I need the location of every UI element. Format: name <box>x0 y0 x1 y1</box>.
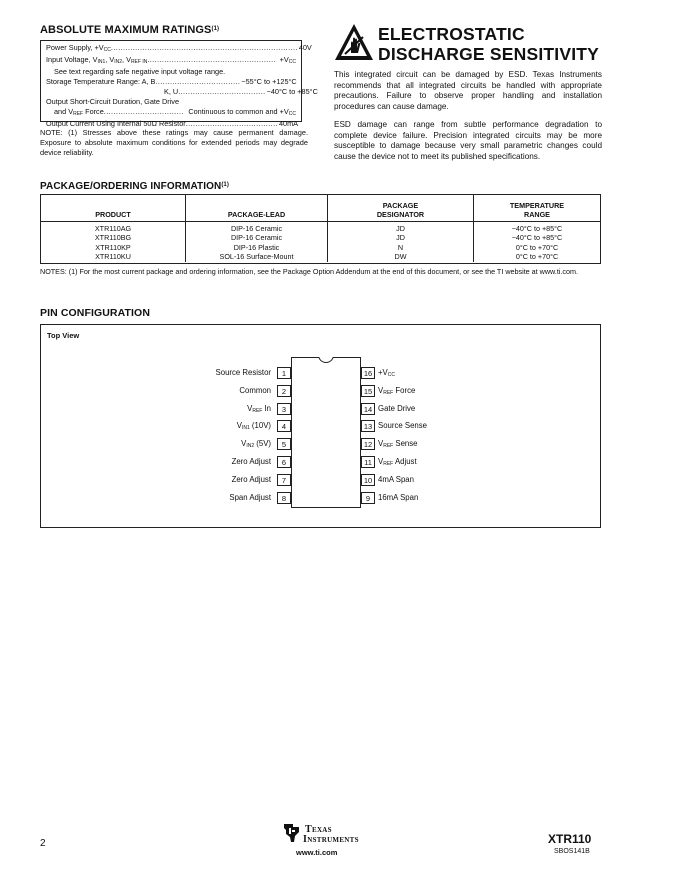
col-package-designator: PACKAGE DESIGNATOR <box>328 195 474 221</box>
pin-label: 4mA Span <box>378 474 414 484</box>
abs-max-note: NOTE: (1) Stresses above these ratings may cause permanent damage. Exposure to absolute maximum conditions for extended periods may degrade device reliability. <box>40 128 308 157</box>
pin-label: Source Sense <box>378 421 427 431</box>
ti-logo-text: Texas Instruments <box>303 824 359 845</box>
abs-row-short-circuit: Output Short-Circuit Duration, Gate Drive <box>46 97 180 106</box>
texas-instruments-logo-icon <box>282 822 302 844</box>
pin-label: Span Adjust <box>229 492 271 502</box>
ordering-table <box>41 195 600 262</box>
pin-label: $+V_{CC}$ <box>378 368 395 378</box>
ordering-table-box <box>40 194 601 264</box>
ic-body <box>291 357 361 508</box>
pin-number: 7 <box>277 474 291 486</box>
pin-number: 12 <box>361 438 375 450</box>
table-row: XTR110AG DIP-16 Ceramic JD −40°C to +85°C <box>41 221 600 233</box>
pin-number: 14 <box>361 403 375 415</box>
abs-row-storage-ab: Storage Temperature Range: A, B ................................... −55°C to +125°C <box>46 77 297 86</box>
pin-label: $V_{IN1}$ (10V) <box>236 421 271 432</box>
part-number: XTR110 <box>548 832 592 846</box>
pin-label: $V_{REF}$ Adjust <box>378 457 417 467</box>
pin-number: 9 <box>361 492 375 504</box>
abs-row-vref-force: and $V_{REF}$ Force ................................. Continuous to common and $+V_{CC}$ <box>54 107 296 117</box>
abs-row-note: See text regarding safe negative input voltage range. <box>54 67 226 76</box>
pin-number: 3 <box>277 403 291 415</box>
table-row: XTR110KU SOL-16 Surface-Mount DW 0°C to +70°C <box>41 252 600 262</box>
pin-label: 16mA Span <box>378 492 419 502</box>
pin-config-title: PIN CONFIGURATION <box>40 307 151 319</box>
pin-number: 11 <box>361 456 375 468</box>
col-product: PRODUCT <box>41 195 186 221</box>
pin-label: Source Resistor <box>215 368 271 377</box>
abs-row-output-current: Output Current Using Internal 50Ω Resistor ...................................... 40mA <box>46 119 299 128</box>
esd-warning-icon <box>334 23 374 63</box>
ordering-title: PACKAGE/ORDERING INFORMATION$^{(1)}$ <box>40 181 229 192</box>
ti-website: www.ti.com <box>296 848 338 857</box>
col-package-lead: PACKAGE-LEAD <box>186 195 328 221</box>
ordering-notes: NOTES: (1) For the most current package and ordering information, see the Package Option Addendum at the end of this document, or see the TI website at www.ti.com. <box>40 267 579 276</box>
pin-number: 5 <box>277 438 291 450</box>
pin-label: $V_{REF}$ In <box>247 403 271 414</box>
pin-label: Zero Adjust <box>231 474 271 484</box>
abs-max-title: ABSOLUTE MAXIMUM RATINGS$^{(1)}$ <box>40 24 220 36</box>
pin-label: Gate Drive <box>378 403 416 413</box>
pin-number: 4 <box>277 420 291 432</box>
pin-number: 8 <box>277 492 291 504</box>
table-row: XTR110KP DIP-16 Plastic N 0°C to +70°C <box>41 243 600 253</box>
col-temperature-range: TEMPERATURE RANGE <box>474 195 601 221</box>
pin-number: 10 <box>361 474 375 486</box>
doc-id: SBOS141B <box>554 848 590 855</box>
page-number: 2 <box>40 838 46 849</box>
abs-row-storage-ku: K, U .................................... −40°C to +85°C <box>164 87 318 96</box>
pin-label: $V_{REF}$ Sense <box>378 439 418 450</box>
abs-row-power: Power Supply, $+V_{CC}$ ............................................................................. 40V <box>46 43 312 53</box>
pin-number: 2 <box>277 385 291 397</box>
pin-label: Zero Adjust <box>231 457 271 466</box>
pin-number: 1 <box>277 367 291 379</box>
pin-number: 15 <box>361 385 375 397</box>
pin-label: $V_{REF}$ Force <box>378 385 416 396</box>
pin-label: Common <box>239 385 271 395</box>
pin-number: 16 <box>361 367 375 379</box>
esd-title: ELECTROSTATIC DISCHARGE SENSITIVITY <box>378 24 600 64</box>
abs-row-input-voltage: Input Voltage, $V_{IN1}$, $V_{IN2}$, $V_{REF IN}$ ..................................................... $+V_{CC}$ <box>46 55 296 65</box>
pin-number: 13 <box>361 420 375 432</box>
esd-para-2: ESD damage can range from subtle performance degradation to complete device failure. Precision integrated circuits may be more susceptible to damage because very small parametric changes could cause the device not to meet its published specifications. <box>334 120 602 161</box>
table-row: XTR110BG DIP-16 Ceramic JD −40°C to +85°C <box>41 233 600 243</box>
pin-number: 6 <box>277 456 291 468</box>
abs-max-box <box>40 40 318 128</box>
pin-label: $V_{IN2}$ (5V) <box>241 439 271 450</box>
esd-para-1: This integrated circuit can be damaged by ESD. Texas Instruments recommends that all integrated circuits be handled with appropriate precautions. Failure to observe proper handling and installation procedures can cause damage. <box>334 70 602 111</box>
pin-config-box <box>40 324 601 528</box>
top-view-label: Top View <box>47 331 80 340</box>
